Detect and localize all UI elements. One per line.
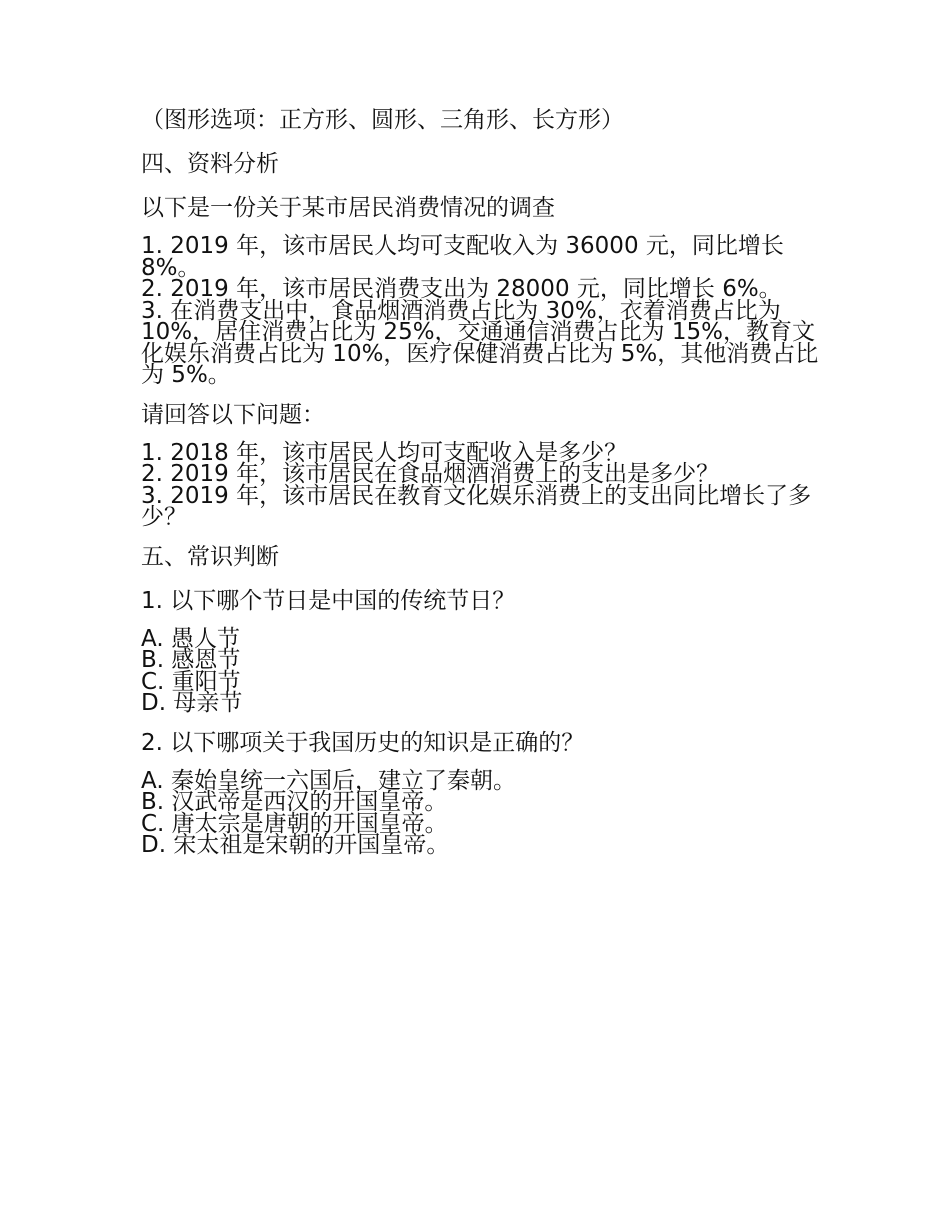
section-4-intro: 以下是一份关于某市居民消费情况的调查 (141, 195, 555, 221)
fact-item: 2. 2019 年，该市居民消费支出为 28000 元，同比增长 6%。 (141, 276, 782, 302)
option-item: B. 感恩节 (141, 647, 241, 673)
question-1-options (141, 625, 821, 716)
option-item: A. 愚人节 (141, 625, 240, 652)
option-item: D. 母亲节 (141, 690, 243, 716)
section-5-heading: 五、常识判断 (141, 543, 279, 570)
question-item: 3. 2019 年，该市居民在教育文化娱乐消费上的支出同比增长了多少？ (141, 482, 812, 530)
option-item: D. 宋太祖是宋朝的开国皇帝。 (141, 832, 450, 858)
question-item: 1. 2018 年，该市居民人均可支配收入是多少？ (141, 439, 628, 466)
question-2-stem: 2. 以下哪项关于我国历史的知识是正确的？ (141, 729, 585, 756)
option-item: A. 秦始皇统一六国后，建立了秦朝。 (141, 767, 516, 794)
option-item: C. 唐太宗是唐朝的开国皇帝。 (141, 810, 448, 837)
question-1-stem: 1. 以下哪个节日是中国的传统节日？ (141, 587, 516, 614)
section-4-questions (141, 439, 821, 530)
question-item: 2. 2019 年，该市居民在食品烟酒消费上的支出是多少？ (141, 461, 720, 487)
figure-options-note: （图形选项：正方形、圆形、三角形、长方形） (141, 107, 624, 133)
fact-item: 1. 2019 年，该市居民人均可支配收入为 36000 元，同比增长 8%。 (141, 233, 784, 281)
section-4-prompt: 请回答以下问题： (141, 401, 325, 428)
section-4-facts (141, 233, 821, 388)
document-page (141, 104, 821, 869)
section-4-heading: 四、资料分析 (141, 151, 279, 177)
fact-item: 3. 在消费支出中，食品烟酒消费占比为 30%，衣着消费占比为 10%，居住消费占比为 25%，交通通信消费占比为 15%，教育文化娱乐消费占比为 10%，医疗保健消费占比为 5%，其他消费占比为 5%。 (141, 297, 819, 388)
option-item: C. 重阳节 (141, 668, 241, 695)
option-item: B. 汉武帝是西汉的开国皇帝。 (141, 789, 448, 815)
question-2-options (141, 767, 821, 858)
